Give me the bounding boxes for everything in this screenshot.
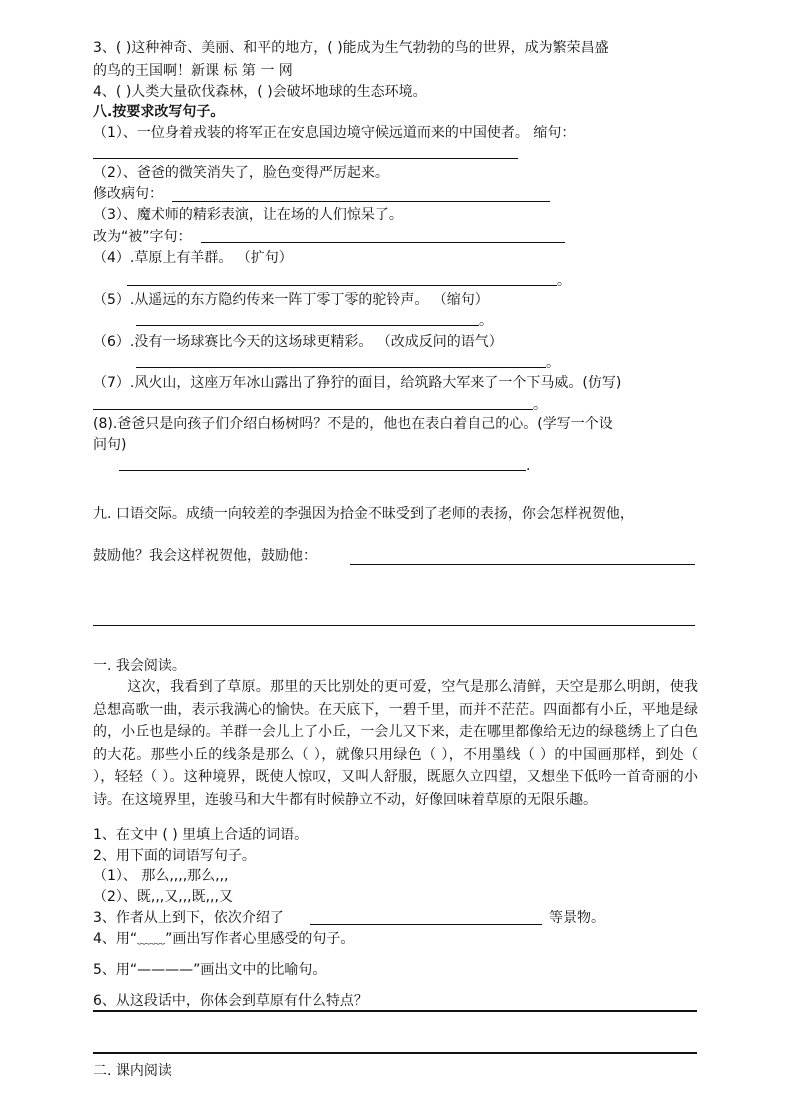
r1-q4: 4、用“﹏﹏”画出写作者心里感受的句子。 xyxy=(93,931,355,947)
answer-line-8[interactable] xyxy=(119,470,526,471)
answer-line-7[interactable] xyxy=(93,409,533,410)
reading-passage xyxy=(93,676,698,811)
answer-line-r1q3[interactable] xyxy=(310,924,542,925)
s8-item5: （5）.从遥远的东方隐约传来一阵丁零丁零的驼铃声。 （缩句） xyxy=(93,292,489,308)
end-mark-7: 。 xyxy=(533,397,547,413)
r1-q3-suffix: 等景物。 xyxy=(549,910,605,926)
section8-heading: 八.按要求改写句子。 xyxy=(93,104,225,120)
r1-q3-prefix: 3、作者从上到下，依次介绍了 xyxy=(93,910,284,926)
reading1-heading: 一. 我会阅读。 xyxy=(93,658,186,674)
answer-line-6[interactable] xyxy=(136,367,546,368)
s8-item7: （7）.风火山，这座万年冰山露出了狰狞的面目，给筑路大军来了一个下马威。(仿写) xyxy=(93,375,622,391)
r1-q1: 1、在文中 ( ) 里填上合适的词语。 xyxy=(93,827,309,843)
answer-line-3[interactable] xyxy=(201,242,565,243)
answer-line-r1q6[interactable] xyxy=(93,1010,697,1012)
r1-q6: 6、从这段话中，你体会到草原有什么特点？ xyxy=(93,993,368,1009)
answer-line-9b[interactable] xyxy=(93,625,695,626)
end-mark-5: 。 xyxy=(479,313,493,329)
r1-q2a: （1）、 那么,,,,那么,,, xyxy=(93,868,229,884)
s8-item6: （6）.没有一场球赛比今天的这场球更精彩。 （改成反问的语气） xyxy=(93,334,503,350)
r1-q2: 2、用下面的词语写句子。 xyxy=(93,848,256,864)
answer-line-2[interactable] xyxy=(172,201,550,202)
q4-line: 4、( )人类大量砍伐森林，( )会破坏地球的生态环境。 xyxy=(93,84,427,100)
s8-item3-label: 改为“被”字句： xyxy=(93,229,192,245)
s8-item2-label: 修改病句： xyxy=(93,186,163,202)
section-divider xyxy=(93,1052,697,1054)
s8-item4: （4）.草原上有羊群。 （扩句） xyxy=(93,250,293,266)
r1-q2b: （2）、既,,,又,,,既,,,又 xyxy=(93,889,233,905)
answer-line-5[interactable] xyxy=(136,325,479,326)
answer-line-9a[interactable] xyxy=(350,564,695,565)
r1-q5: 5、用“————”画出文中的比喻句。 xyxy=(93,962,327,978)
q3-line1: 3、( )这种神奇、美丽、和平的地方，( )能成为生气勃勃的鸟的世界，成为繁荣昌盛 xyxy=(93,40,609,56)
answer-line-1[interactable] xyxy=(93,158,518,159)
end-mark-4: 。 xyxy=(557,273,571,289)
s9-line1: 九. 口语交际。成绩一向较差的李强因为拾金不昧受到了老师的表扬，你会怎样祝贺他， xyxy=(93,506,634,522)
reading-passage-text: 这次，我看到了草原。那里的天比别处的更可爱，空气是那么清鲜，天空是那么明朗，使我总想高歌一曲，表示我满心的愉快。在天底下，一碧千里，而并不茫茫。四面都有小丘，平地是绿的，小丘也是绿的。羊群一会儿上了小丘，一会儿又下来，走在哪里都像给无边的绿毯绣上了白色的大花。那些小丘的线条是那么（ ），就像只用绿色（ ），不用墨线（ ）的中国画那样，到处（ ），轻轻（ ）。这种境界，既使人惊叹，又叫人舒服，既愿久立四望，又想坐下低吟一首奇丽的小诗。在这境界里，连骏马和大牛都有时候静立不动，好像回味着草原的无限乐趣。 xyxy=(93,679,698,808)
end-mark-6: 。 xyxy=(546,355,560,371)
q3-line2: 的鸟的王国啊！新课 标 第 一 网 xyxy=(93,63,293,79)
s8-item3: （3）、魔术师的精彩表演，让在场的人们惊呆了。 xyxy=(93,207,403,223)
s8-item8-line2: 问句) xyxy=(93,437,127,453)
s9-line2: 鼓励他？我会这样祝贺他，鼓励他： xyxy=(93,548,317,564)
s8-item1: （1）、一位身着戎装的将军正在安息国边境守候远道而来的中国使者。 缩句： xyxy=(93,125,576,141)
s8-item2: （2）、爸爸的微笑消失了，脸色变得严厉起来。 xyxy=(93,165,389,181)
end-mark-8: . xyxy=(526,458,531,474)
reading2-heading: 二. 课内阅读 xyxy=(93,1063,172,1079)
s8-item8-line1: (8).爸爸只是向孩子们介绍白杨树吗？不是的，他也在表白着自己的心。(学写一个设 xyxy=(93,416,613,432)
answer-line-4[interactable] xyxy=(127,285,557,286)
